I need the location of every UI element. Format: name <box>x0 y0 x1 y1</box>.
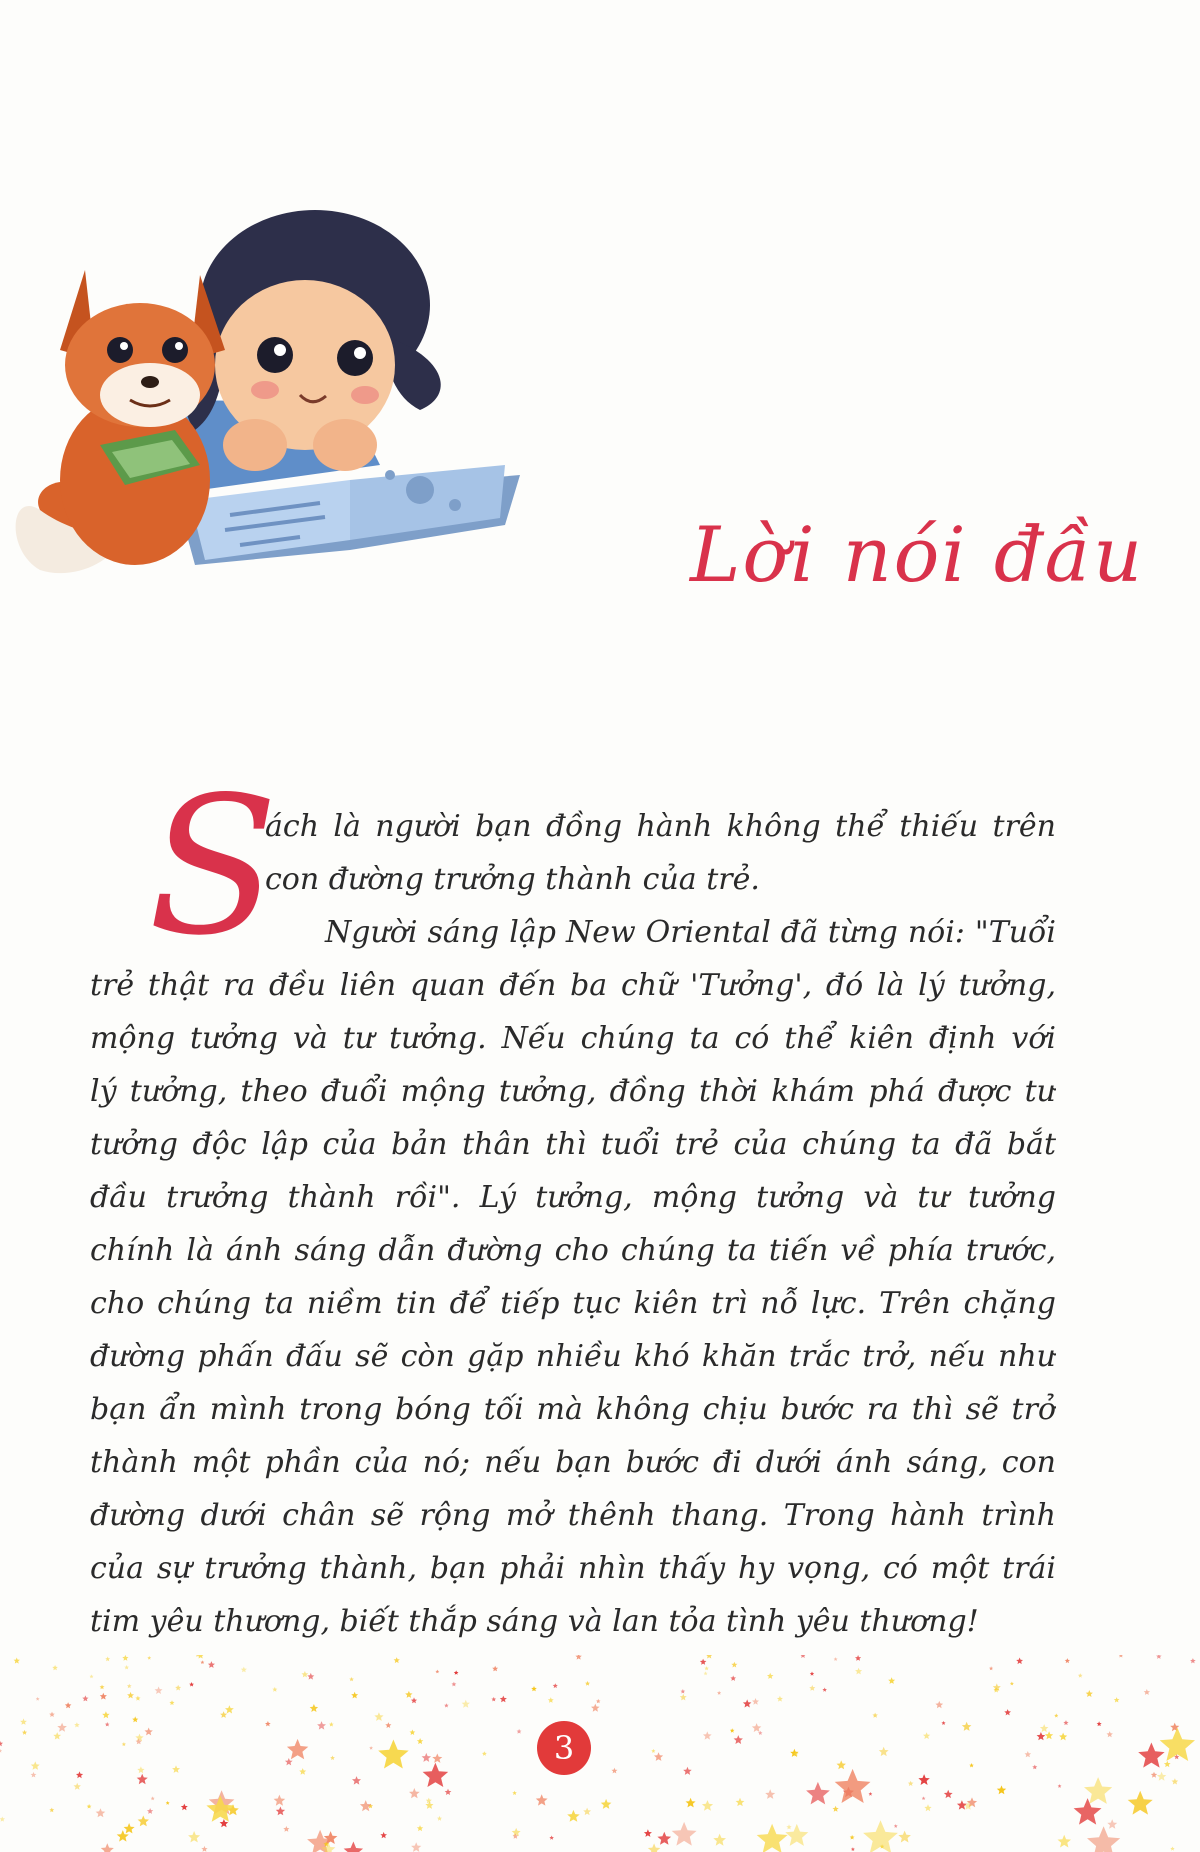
star-icon <box>851 1847 855 1851</box>
star-icon <box>1025 1751 1032 1757</box>
star-icon <box>241 1667 247 1673</box>
star-icon <box>1065 1658 1070 1663</box>
star-icon <box>700 1659 707 1665</box>
star-icon <box>147 1656 151 1660</box>
star-icon <box>704 1671 708 1675</box>
star-icon <box>601 1799 612 1809</box>
star-icon <box>651 1749 655 1753</box>
text-line: đường dưới chân sẽ rộng mở thênh thang. Trong hành trình <box>90 1498 1056 1533</box>
text-line: bạn ẩn mình trong bóng tối mà không chịu bước ra thì sẽ trở <box>90 1392 1056 1427</box>
star-icon <box>425 1801 433 1809</box>
star-icon <box>374 1712 383 1721</box>
star-icon <box>757 1824 788 1852</box>
star-icon <box>124 1665 129 1669</box>
star-icon <box>102 1711 109 1718</box>
star-icon <box>743 1699 752 1707</box>
star-icon <box>317 1721 326 1730</box>
star-icon <box>512 1791 517 1795</box>
star-icon <box>409 1788 420 1798</box>
star-icon <box>0 1749 2 1753</box>
star-icon <box>1054 1714 1058 1718</box>
star-icon <box>22 1730 27 1735</box>
text-line: của sự trưởng thành, bạn phải nhìn thấy hy vọng, có một trái <box>90 1551 1056 1586</box>
star-icon <box>944 1790 953 1798</box>
star-icon <box>378 1740 409 1769</box>
star-icon <box>1157 1772 1166 1781</box>
text-line: tim yêu thương, biết thắp sáng và lan tỏa tình yêu thương! <box>90 1604 979 1639</box>
star-icon <box>105 1657 110 1662</box>
star-icon <box>1040 1724 1049 1732</box>
star-icon <box>307 1673 314 1680</box>
star-icon <box>1086 1690 1093 1697</box>
star-icon <box>941 1721 945 1725</box>
star-icon <box>369 1746 373 1750</box>
star-icon <box>1151 1772 1157 1778</box>
star-icon <box>888 1677 895 1684</box>
star-icon <box>1190 1658 1196 1663</box>
star-icon <box>704 1666 708 1670</box>
star-icon <box>20 1718 27 1724</box>
star-icon <box>924 1804 931 1811</box>
star-icon <box>583 1808 591 1816</box>
star-icon <box>137 1766 144 1773</box>
star-icon <box>225 1705 234 1713</box>
star-icon <box>1119 1655 1124 1658</box>
star-icon <box>918 1774 929 1785</box>
star-icon <box>105 1722 110 1726</box>
star-icon <box>444 1703 449 1707</box>
star-icon <box>553 1683 558 1688</box>
star-icon <box>132 1716 138 1722</box>
star-icon <box>53 1732 61 1739</box>
star-icon <box>810 1672 814 1676</box>
star-icon <box>417 1825 423 1831</box>
star-icon <box>833 1806 839 1812</box>
star-icon <box>74 1783 81 1790</box>
star-icon <box>411 1697 417 1703</box>
star-icon <box>310 1704 318 1712</box>
fox-and-girl-reading-illustration <box>0 190 540 630</box>
star-icon <box>276 1807 285 1816</box>
star-icon <box>680 1694 687 1701</box>
star-icon <box>36 1697 40 1701</box>
star-icon <box>49 1808 54 1813</box>
star-icon <box>734 1735 743 1744</box>
star-icon <box>863 1820 898 1852</box>
star-icon <box>302 1671 309 1677</box>
star-icon <box>181 1804 188 1811</box>
star-icon <box>731 1662 737 1668</box>
star-icon <box>536 1794 548 1805</box>
star-icon <box>74 1722 80 1727</box>
star-icon <box>1058 1835 1072 1848</box>
star-icon <box>1074 1798 1102 1825</box>
text-line: con đường trưởng thành của trẻ. <box>265 862 760 897</box>
star-icon <box>898 1831 911 1843</box>
star-icon <box>855 1655 861 1661</box>
star-icon <box>435 1670 439 1674</box>
star-icon <box>426 1798 432 1804</box>
star-icon <box>648 1843 661 1852</box>
stars-decoration <box>0 1655 1200 1852</box>
star-icon <box>127 1692 134 1699</box>
text-line: trẻ thật ra đều liên quan đến ba chữ 'Tưởng', đó là lý tưởng, <box>90 968 1056 1003</box>
star-icon <box>706 1655 713 1659</box>
star-icon <box>330 1756 335 1761</box>
star-icon <box>57 1723 67 1732</box>
star-icon <box>923 1732 930 1739</box>
star-icon <box>188 1831 200 1842</box>
star-icon <box>765 1789 775 1799</box>
star-icon <box>100 1693 107 1700</box>
star-icon <box>1107 1731 1113 1737</box>
star-icon <box>100 1685 105 1690</box>
star-icon <box>683 1767 692 1775</box>
star-icon <box>644 1829 652 1837</box>
star-icon <box>1032 1765 1037 1770</box>
star-icon <box>591 1704 600 1712</box>
star-icon <box>283 1826 289 1832</box>
star-icon <box>0 1741 3 1747</box>
star-icon <box>423 1763 449 1787</box>
star-icon <box>500 1696 507 1703</box>
star-icon <box>135 1734 143 1742</box>
star-icon <box>575 1655 581 1660</box>
star-icon <box>962 1722 972 1731</box>
star-icon <box>166 1801 170 1805</box>
star-icon <box>1144 1689 1150 1695</box>
star-icon <box>822 1688 827 1692</box>
star-icon <box>531 1686 537 1691</box>
star-icon <box>850 1835 855 1840</box>
star-icon <box>596 1699 601 1703</box>
star-icon <box>1172 1778 1179 1784</box>
star-icon <box>172 1765 180 1773</box>
star-icon <box>879 1747 889 1756</box>
star-icon <box>410 1730 416 1736</box>
text-line: lý tưởng, theo đuổi mộng tưởng, đồng thời khám phá được tư <box>90 1074 1056 1109</box>
star-icon <box>736 1798 745 1806</box>
star-icon <box>175 1685 181 1691</box>
star-icon <box>703 1731 712 1739</box>
text-line: thành một phần của nó; nếu bạn bước đi dưới ánh sáng, con <box>90 1445 1056 1480</box>
star-icon <box>87 1804 92 1809</box>
star-icon <box>1156 1655 1162 1659</box>
star-icon <box>151 1796 155 1800</box>
text-line: mộng tưởng và tư tưởng. Nếu chúng ta có thể kiên định với <box>90 1021 1056 1056</box>
star-icon <box>454 1670 459 1674</box>
star-icon <box>462 1700 470 1708</box>
star-icon <box>352 1776 361 1785</box>
star-icon <box>1045 1731 1053 1739</box>
star-icon <box>1059 1733 1067 1741</box>
text-line: ách là người bạn đồng hành không thể thiếu trên <box>265 809 1056 844</box>
star-icon <box>96 1808 106 1817</box>
star-icon <box>752 1698 759 1705</box>
star-icon <box>1097 1721 1102 1726</box>
star-icon <box>809 1685 815 1691</box>
star-icon <box>482 1751 487 1756</box>
star-icon <box>101 1843 114 1852</box>
star-icon <box>155 1687 163 1695</box>
star-icon <box>351 1692 358 1699</box>
text-line: Người sáng lập New Oriental đã từng nói: "Tuổi <box>325 915 1056 950</box>
star-icon <box>380 1832 387 1838</box>
star-icon <box>1128 1791 1153 1815</box>
star-icon <box>329 1722 334 1727</box>
star-icon <box>145 1728 153 1736</box>
star-icon <box>717 1691 721 1695</box>
star-icon <box>672 1822 697 1846</box>
star-icon <box>837 1760 846 1769</box>
star-icon <box>549 1836 554 1840</box>
star-icon <box>800 1655 806 1658</box>
star-icon <box>1004 1709 1011 1715</box>
star-icon <box>135 1696 140 1701</box>
star-icon <box>681 1689 686 1694</box>
star-icon <box>1170 1847 1174 1851</box>
star-icon <box>1063 1720 1068 1725</box>
star-icon <box>394 1657 400 1663</box>
star-icon <box>1010 1682 1014 1686</box>
star-icon <box>437 1816 442 1821</box>
star-icon <box>452 1682 457 1687</box>
star-icon <box>997 1785 1006 1794</box>
star-icon <box>935 1701 943 1708</box>
star-icon <box>1016 1658 1023 1665</box>
star-icon <box>138 1816 149 1827</box>
star-icon <box>208 1661 215 1668</box>
star-icon <box>220 1711 227 1718</box>
star-icon <box>730 1676 736 1681</box>
star-icon <box>90 1675 94 1679</box>
star-icon <box>349 1677 354 1681</box>
star-icon <box>752 1723 761 1732</box>
text-line: đường phấn đấu sẽ còn gặp nhiều khó khăn trắc trở, nếu như <box>90 1339 1056 1374</box>
star-icon <box>445 1789 452 1795</box>
star-icon <box>654 1752 663 1761</box>
star-icon <box>585 1681 590 1686</box>
star-icon <box>432 1754 442 1763</box>
star-icon <box>274 1795 286 1806</box>
star-icon <box>265 1721 271 1726</box>
star-icon <box>189 1682 194 1687</box>
star-icon <box>14 1658 20 1664</box>
star-icon <box>567 1810 580 1822</box>
star-icon <box>344 1842 364 1852</box>
star-icon <box>287 1739 308 1759</box>
star-icon <box>1037 1732 1046 1740</box>
star-icon <box>31 1761 40 1769</box>
star-icon <box>713 1834 726 1846</box>
star-icon <box>686 1798 696 1808</box>
star-icon <box>76 1771 83 1778</box>
star-icon <box>122 1655 128 1661</box>
page-title: Lời nói đầu <box>690 510 1145 599</box>
page-number-badge: 3 <box>537 1721 591 1775</box>
star-icon <box>1114 1697 1120 1702</box>
star-icon <box>417 1738 423 1744</box>
star-icon <box>834 1657 838 1661</box>
star-icon <box>1078 1673 1083 1677</box>
star-icon <box>548 1697 554 1703</box>
star-icon <box>767 1673 774 1679</box>
star-icon <box>285 1758 293 1765</box>
star-icon <box>777 1696 783 1702</box>
star-icon <box>137 1774 148 1785</box>
star-icon <box>989 1666 993 1670</box>
star-icon <box>169 1700 174 1705</box>
star-icon <box>512 1828 521 1836</box>
star-icon <box>1058 1784 1062 1788</box>
star-icon <box>1107 1819 1117 1828</box>
star-icon <box>969 1763 974 1767</box>
star-icon <box>65 1702 72 1708</box>
star-icon <box>52 1665 58 1670</box>
star-icon <box>147 1808 153 1814</box>
star-icon <box>31 1772 37 1778</box>
star-icon <box>869 1792 873 1796</box>
text-line: đầu trưởng thành rồi". Lý tưởng, mộng tưởng và tư tưởng <box>90 1180 1056 1215</box>
star-icon <box>611 1768 617 1774</box>
star-icon <box>1164 1761 1171 1767</box>
star-icon <box>517 1729 522 1734</box>
star-icon <box>0 1817 5 1822</box>
star-icon <box>657 1832 671 1845</box>
star-icon <box>201 1660 205 1664</box>
preface-text <box>90 800 1056 1648</box>
star-icon <box>1087 1826 1120 1852</box>
star-icon <box>922 1796 926 1800</box>
star-icon <box>786 1824 791 1829</box>
text-line: cho chúng ta niềm tin để tiếp tục kiên trì nỗ lực. Trên chặng <box>90 1286 1056 1321</box>
star-icon <box>127 1684 132 1688</box>
star-icon <box>124 1823 135 1833</box>
star-icon <box>492 1666 498 1672</box>
text-line: chính là ánh sáng dẫn đường cho chúng ta tiến về phía trước, <box>90 1233 1056 1268</box>
drop-cap: S <box>148 756 279 977</box>
star-icon <box>894 1824 898 1828</box>
star-icon <box>385 1722 391 1728</box>
star-icon <box>122 1742 126 1746</box>
star-icon <box>405 1691 412 1698</box>
star-icon <box>422 1753 431 1762</box>
star-icon <box>702 1800 713 1811</box>
star-icon <box>730 1728 735 1732</box>
star-icon <box>82 1695 88 1701</box>
star-icon <box>360 1800 372 1811</box>
star-icon <box>272 1687 277 1692</box>
star-icon <box>491 1697 496 1702</box>
star-icon <box>201 1846 207 1852</box>
star-icon <box>855 1668 862 1675</box>
star-icon <box>835 1769 871 1803</box>
star-icon <box>49 1712 55 1717</box>
star-icon <box>411 1842 421 1852</box>
text-line: tưởng độc lập của bản thân thì tuổi trẻ của chúng ta đã bắt <box>90 1127 1056 1162</box>
star-icon <box>872 1713 878 1718</box>
star-icon <box>299 1768 306 1775</box>
star-icon <box>908 1781 914 1786</box>
star-icon <box>806 1782 830 1805</box>
star-icon <box>1138 1743 1164 1768</box>
